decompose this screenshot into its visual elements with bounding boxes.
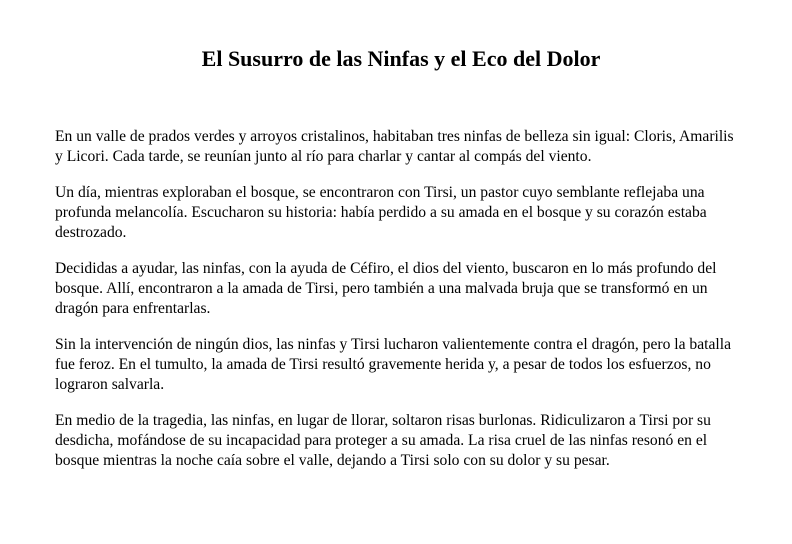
paragraph-2: Un día, mientras exploraban el bosque, se encontraron con Tirsi, un pastor cuyo semblante reflejaba una profunda melancolía. Escucharon su historia: había perdido a su amada en el bosque y su corazón estaba destrozado. — [55, 184, 707, 241]
paragraph-5: En medio de la tragedia, las ninfas, en lugar de llorar, soltaron risas burlonas. Ridiculizaron a Tirsi por su desdicha, mofándose de su incapacidad para proteger a su amada. La risa cruel de las ninfas resonó en el bosque mientras la noche caía sobre el valle, dejando a Tirsi solo con su dolor y su pesar. — [55, 412, 711, 469]
document-body — [55, 127, 745, 487]
document-title: El Susurro de las Ninfas y el Eco del Dolor — [201, 46, 601, 71]
paragraph-3: Decididas a ayudar, las ninfas, con la ayuda de Céfiro, el dios del viento, buscaron en lo más profundo del bosque. Allí, encontraron a la amada de Tirsi, pero también a una malvada bruja que se transformó en un dragón para enfrentarlas. — [55, 260, 717, 317]
paragraph-1: En un valle de prados verdes y arroyos cristalinos, habitaban tres ninfas de belleza sin igual: Cloris, Amarilis y Licori. Cada tarde, se reunían junto al río para charlar y cantar al compás del viento. — [55, 128, 734, 165]
paragraph-4: Sin la intervención de ningún dios, las ninfas y Tirsi lucharon valientemente contra el dragón, pero la batalla fue feroz. En el tumulto, la amada de Tirsi resultó gravemente herida y, a pesar de todos los esfuerzos, no lograron salvarla. — [55, 336, 731, 393]
